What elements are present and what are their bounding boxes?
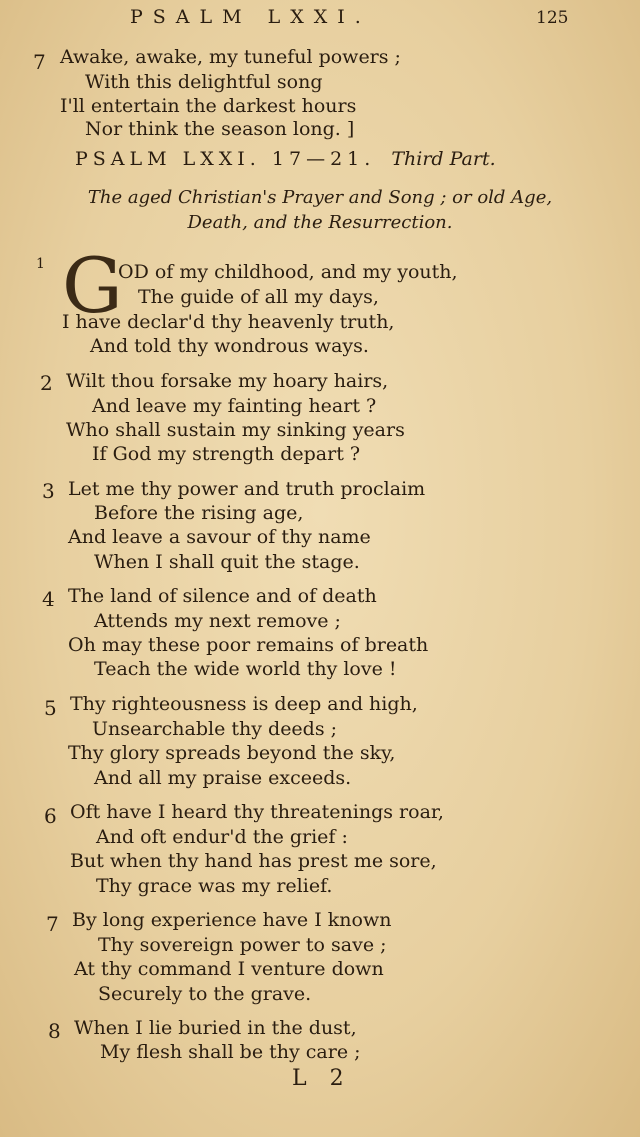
verse-line: OD of my childhood, and my youth, (118, 261, 458, 283)
verse-line: Thy sovereign power to save ; (98, 934, 387, 956)
verse-line: Before the rising age, (94, 502, 304, 524)
verse-line: At thy command I venture down (74, 958, 384, 980)
verse-line: When I lie buried in the dust, (74, 1017, 357, 1039)
verse-line: And all my praise exceeds. (94, 767, 352, 789)
verse-line: Wilt thou forsake my hoary hairs, (66, 370, 389, 392)
section-subtitle-line-2: Death, and the Resurrection. (187, 212, 453, 233)
running-head-title: PSALM LXXI. (130, 6, 371, 28)
verse-line: Thy glory spreads beyond the sky, (68, 742, 396, 764)
verse-line: If God my strength depart ? (92, 443, 361, 465)
verse-line: And told thy wondrous ways. (90, 335, 369, 357)
page-number: 125 (536, 8, 569, 28)
stanza-number: 1 (36, 256, 45, 272)
drop-cap: G (62, 241, 123, 330)
stanza-number: 2 (40, 371, 53, 395)
running-head (0, 6, 640, 32)
verse-line: Oh may these poor remains of breath (68, 634, 429, 656)
verse-line: Who shall sustain my sinking years (66, 419, 405, 441)
verse-line: By long experience have I known (72, 909, 392, 931)
verse-line: And leave a savour of thy name (68, 526, 371, 548)
verse-line: The land of silence and of death (68, 585, 377, 607)
verse-line: Oft have I heard thy threatenings roar, (70, 801, 444, 823)
verse-line: Nor think the season long. ] (85, 118, 355, 140)
verse-line: Let me thy power and truth proclaim (68, 478, 426, 500)
verse-line: Attends my next remove ; (94, 610, 341, 632)
verse-line: With this delightful song (85, 71, 323, 93)
section-heading (75, 148, 496, 170)
stanza-number: 5 (44, 696, 57, 720)
signature-mark: L 2 (292, 1066, 352, 1091)
stanza-number: 3 (42, 479, 55, 503)
psalm-reference: PSALM LXXI. 17—21. (75, 148, 376, 170)
stanza-number: 7 (46, 912, 59, 936)
verse-line: Thy grace was my relief. (96, 875, 333, 897)
verse-line: I'll entertain the darkest hours (60, 95, 357, 117)
verse-line: But when thy hand has prest me sore, (70, 850, 437, 872)
verse-line: And leave my fainting heart ? (92, 395, 377, 417)
verse-line: Securely to the grave. (98, 983, 312, 1005)
verse-line: Teach the wide world thy love ! (94, 658, 397, 680)
part-label: Third Part. (391, 148, 496, 170)
section-subtitle-line-1: The aged Christian's Prayer and Song ; or old Age, (87, 187, 553, 208)
verse-line: I have declar'd thy heavenly truth, (62, 311, 395, 333)
verse-line: Unsearchable thy deeds ; (92, 718, 338, 740)
verse-line: Awake, awake, my tuneful powers ; (60, 46, 401, 68)
stanza-number: 6 (44, 804, 57, 828)
verse-line: The guide of all my days, (138, 286, 379, 308)
stanza-number: 4 (42, 587, 55, 611)
stanza-number: 7 (33, 50, 46, 74)
verse-line: And oft endur'd the grief : (96, 826, 348, 848)
verse-line: When I shall quit the stage. (94, 551, 360, 573)
verse-line: Thy righteousness is deep and high, (70, 693, 418, 715)
verse-line: My flesh shall be thy care ; (100, 1041, 361, 1063)
stanza-number: 8 (48, 1019, 61, 1043)
